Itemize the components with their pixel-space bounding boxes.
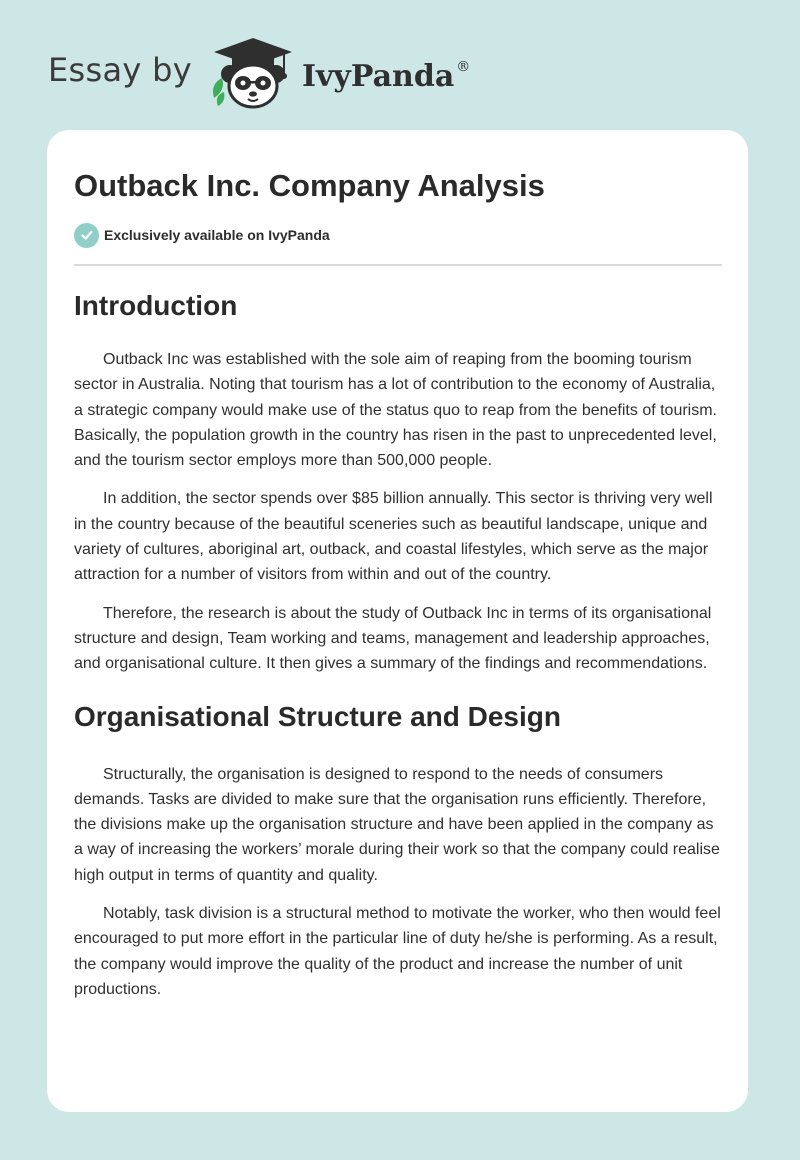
check-circle-icon	[74, 223, 99, 248]
section-heading-organisational-structure: Organisational Structure and Design	[74, 700, 561, 732]
exclusive-badge-text: Exclusively available on IvyPanda	[104, 227, 330, 243]
section-heading-introduction: Introduction	[74, 290, 238, 321]
article-title: Outback Inc. Company Analysis	[74, 168, 545, 203]
paragraph: Notably, task division is a structural method to motivate the worker, who then would feel encouraged to put more effort in the particular line of duty he/she is performing. As a result, the company would improve the quality of the product and increase the number of unit productions.	[74, 905, 721, 998]
essay-by-label: Essay by	[48, 51, 192, 89]
title-divider	[74, 264, 722, 266]
paragraph: Structurally, the organisation is designed to respond to the needs of consumers demands. Tasks are divided to make sure that the organisation runs efficiently. Therefore, the divisions make up the organisation structure and have been applied in the company as a way of increasing the workers’ morale during their work so that the company could realise high output in terms of quantity and quality.	[74, 765, 720, 884]
paragraph: In addition, the sector spends over $85 billion annually. This sector is thriving very well in the country because of the beautiful sceneries such as beautiful landscape, unique and variety of cultures, aboriginal art, outback, and coastal lifestyles, which serve as the major attraction for a number of visitors from within and out of the country.	[74, 490, 713, 584]
brand-wordmark[interactable]: IvyPanda ®	[301, 58, 471, 94]
panda-logo-icon[interactable]	[208, 34, 298, 110]
site-header	[48, 34, 608, 110]
paragraph: Therefore, the research is about the study of Outback Inc in terms of its organisational structure and design, Team working and teams, management and leadership approaches, and organisational culture. It then gives a summary of the findings and recommendations.	[74, 604, 712, 673]
exclusive-badge	[74, 222, 722, 248]
article-card	[47, 130, 748, 1112]
paragraph: Outback Inc was established with the sole aim of reaping from the booming tourism sector in Australia. Noting that tourism has a lot of contribution to the economy of Australia, a strategic company would make use of the status quo to reap from the benefits of tourism. Basically, the population growth in the country has risen in the past to unprecedented level, and the tourism sector employs more than 500,000 people.	[74, 351, 717, 470]
